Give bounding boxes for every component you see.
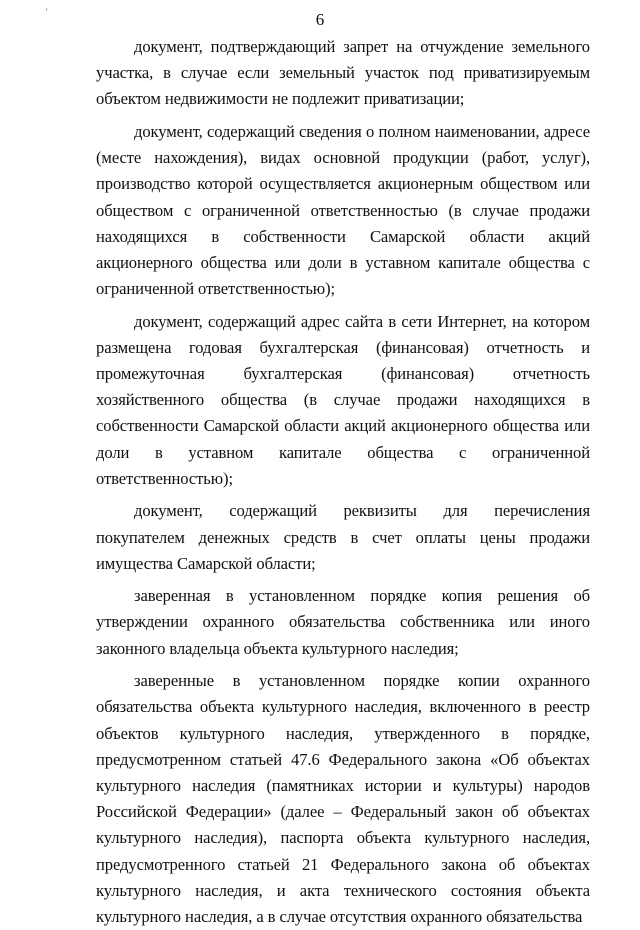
paragraph-protection-decision: заверенная в установленном порядке копия решения об утверждении охранного обязательства собственника или иного законного владельца объекта культурного наследия; bbox=[96, 586, 590, 658]
document-body bbox=[96, 34, 590, 930]
paragraph-website-reporting: документ, содержащий адрес сайта в сети Интернет, на котором размещена годовая бухгалтерская (финансовая) отчетность и промежуточная бухгалтерская (финансовая) отчетность хозяйственного общества (в случае продажи находящихся в собственности Самарской области акций акционерного общества или доли в уставном капитале общества с ограниченной ответственностью); bbox=[96, 311, 590, 488]
paragraph-company-info: документ, содержащий сведения о полном наименовании, адресе (месте нахождения), видах основной продукции (работ, услуг), производство которой осуществляется акционерным обществом или обществом с ограниченной ответственностью (в случае продажи находящихся в собственности Самарской области акций акционерного общества или доли в уставном капитале общества с ограниченной ответственностью); bbox=[96, 121, 590, 299]
paragraph-land-prohibition: документ, подтверждающий запрет на отчуждение земельного участка, в случае если земельный участок под приватизируемым объектом недвижимости не подлежит приватизации; bbox=[96, 37, 590, 109]
corner-mark: ' bbox=[46, 7, 48, 17]
paragraph-heritage-documents: заверенные в установленном порядке копии охранного обязательства объекта культурного наследия, включенного в реестр объектов культурного наследия, утвержденного в порядке, предусмотренном статьей 47.6 Федерального закона «Об объектах культурного наследия (памятниках истории и культуры) народов Российской Федерации» (далее – Федеральный закон об объектах культурного наследия), паспорта объекта культурного наследия, предусмотренного статьей 21 Федерального закона об объектах культурного наследия, и акта технического состояния объекта культурного наследия, а в случае отсутствия охранного обязательства bbox=[96, 671, 590, 926]
page-number: 6 bbox=[315, 10, 325, 29]
paragraph-payment-details: документ, содержащий реквизиты для перечисления покупателем денежных средств в счет оплаты цены продажи имущества Самарской области; bbox=[96, 501, 590, 573]
